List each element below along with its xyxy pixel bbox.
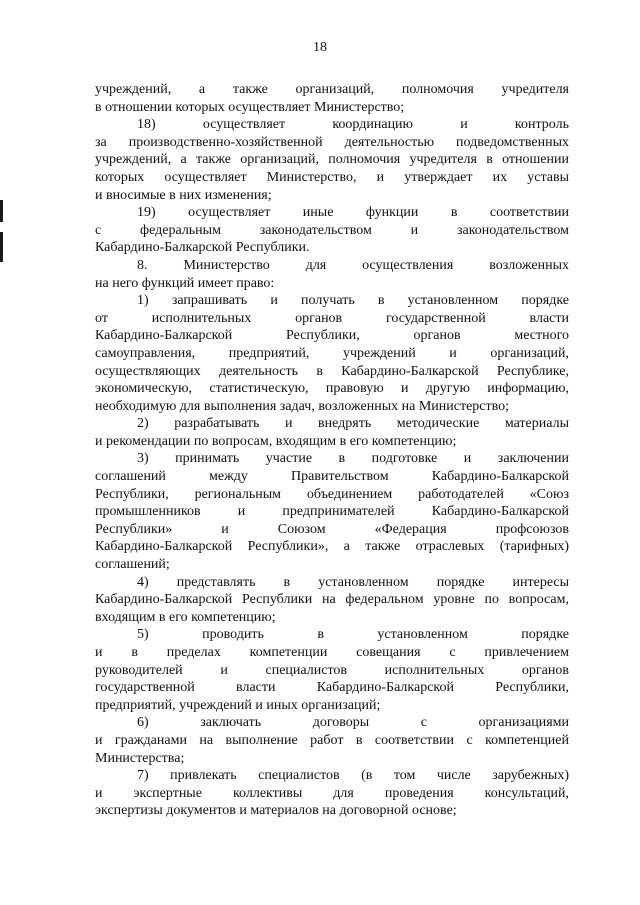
- text-line: экономическую, статистическую, правовую и другую информацию,: [95, 381, 569, 397]
- text-line: и в пределах компетенции совещания с привлечением: [95, 645, 569, 660]
- text-line: Кабардино-Балкарской Республики», а также отраслевых (тарифных): [95, 539, 569, 555]
- text-line: и рекомендации по вопросам, входящим в его компетенцию;: [95, 433, 457, 449]
- text-line: 18) осуществляет координацию и контроль: [137, 117, 569, 133]
- text-line: соглашений;: [95, 557, 170, 573]
- text-line: Кабардино-Балкарской Республики, органов местного: [95, 328, 569, 344]
- paragraph: [95, 767, 569, 820]
- text-line: входящим в его компетенцию;: [95, 609, 276, 625]
- text-line: Республики, региональным объединением работодателей «Союз: [95, 486, 569, 502]
- paragraph: [95, 626, 569, 714]
- text-line: учреждений, а также организаций, полномочия учредителя в отношении: [95, 152, 569, 168]
- paragraph: [95, 204, 569, 257]
- text-line: соглашений между Правительством Кабардино-Балкарской: [95, 469, 569, 485]
- paragraph: [95, 116, 569, 204]
- paragraph: [95, 415, 569, 450]
- text-line: с федеральным законодательством и законодательством: [95, 222, 569, 238]
- text-line: самоуправления, предприятий, учреждений и организаций,: [95, 345, 569, 361]
- text-line: промышленников и предпринимателей Кабардино-Балкарской: [95, 504, 569, 520]
- text-line: за производственно-хозяйственной деятельностью подведомственных: [95, 134, 569, 150]
- text-line: руководителей и специалистов исполнительных органов: [95, 662, 569, 678]
- text-line: экспертизы документов и материалов на договорной основе;: [95, 803, 457, 819]
- text-line: 3) принимать участие в подготовке и заключении: [137, 451, 569, 467]
- paragraph: [95, 714, 569, 767]
- text-line: 8. Министерство для осуществления возложенных: [137, 257, 569, 273]
- text-line: учреждений, а также организаций, полномочия учредителя: [95, 82, 569, 97]
- text-line: Республики» и Союзом «Федерация профсоюзов: [95, 521, 569, 537]
- scan-edge-mark: [0, 232, 3, 262]
- text-line: и гражданами на выполнение работ в соответствии с компетенцией: [95, 732, 569, 748]
- text-line: от исполнительных органов государственной власти: [95, 310, 569, 326]
- text-line: необходимую для выполнения задач, возложенных на Министерство;: [95, 398, 510, 414]
- text-line: и вносимые в них изменения;: [95, 187, 272, 203]
- text-line: которых осуществляет Министерство, и утверждает их уставы: [95, 169, 569, 185]
- text-line: государственной власти Кабардино-Балкарской Республики,: [95, 680, 569, 696]
- text-line: 1) запрашивать и получать в установленном порядке: [137, 293, 569, 309]
- page-number: 18: [313, 40, 327, 55]
- text-line: 4) представлять в установленном порядке интересы: [137, 574, 569, 590]
- text-line: в отношении которых осуществляет Министерство;: [95, 99, 405, 115]
- text-line: осуществляющих деятельность в Кабардино-Балкарской Республике,: [95, 363, 569, 379]
- text-line: Кабардино-Балкарской Республики.: [95, 240, 310, 256]
- paragraph: [95, 81, 569, 116]
- text-line: Кабардино-Балкарской Республики на федеральном уровне по вопросам,: [95, 592, 569, 608]
- text-line: и экспертные коллективы для проведения консультаций,: [95, 785, 569, 801]
- paragraph: [95, 450, 569, 573]
- text-line: Министерства;: [95, 750, 185, 766]
- paragraph: [95, 292, 569, 415]
- scan-edge-mark: [0, 200, 3, 222]
- text-line: предприятий, учреждений и иных организаций;: [95, 697, 381, 713]
- text-line: 5) проводить в установленном порядке: [137, 627, 569, 643]
- text-line: 7) привлекать специалистов (в том числе зарубежных): [137, 768, 569, 784]
- paragraph: [95, 574, 569, 627]
- text-line: на него функций имеет право:: [95, 275, 275, 291]
- text-line: 6) заключать договоры с организациями: [137, 715, 569, 731]
- document-body: [95, 81, 569, 820]
- text-line: 2) разрабатывать и внедрять методические материалы: [137, 416, 569, 432]
- paragraph: [95, 257, 569, 292]
- text-line: 19) осуществляет иные функции в соответствии: [137, 205, 569, 221]
